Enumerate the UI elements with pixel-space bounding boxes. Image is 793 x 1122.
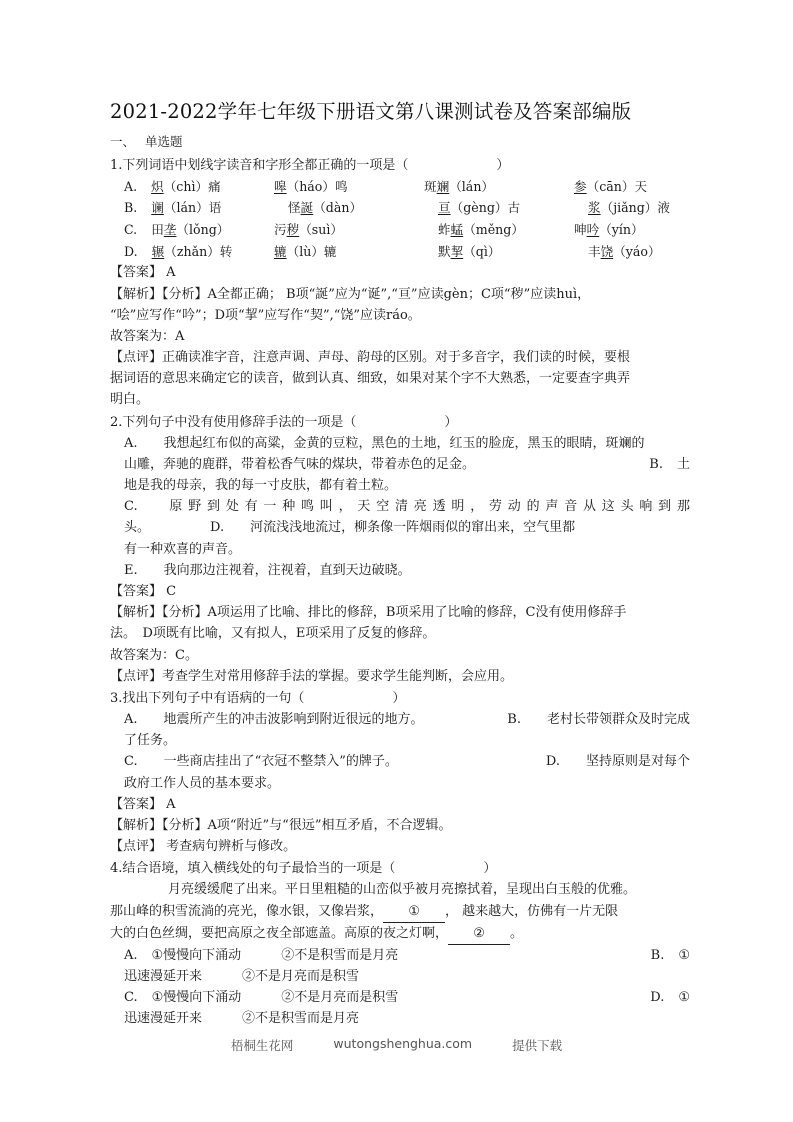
- question-3-analysis: 【解析】【分析】A项“附近”与“很远”相互矛盾，不合逻辑。: [110, 817, 452, 833]
- question-1-comment-line-1: 【点评】正确读准字音，注意声调、声母、韵母的区别。对于多音字，我们读的时候，要根: [110, 350, 631, 366]
- question-2-option-a[interactable]: [110, 433, 690, 454]
- question-4-option-row-ab: [110, 945, 690, 966]
- question-1-option-b[interactable]: [110, 197, 690, 219]
- question-4-option-row-cd: [110, 987, 690, 1008]
- question-2-analysis-line-2: 法。 D项既有比喻，又有拟人，E项采用了反复的修辞。: [110, 626, 436, 642]
- question-1-conclusion: 故答案为：A: [110, 328, 185, 344]
- question-2-option-c[interactable]: C. 原野到处有一种鸣叫，天空清亮透明，劳动的声音从这头响到那: [124, 499, 690, 515]
- option-a-text: 我想起红布似的高粱，金黄的豆粒，黑色的土地，红玉的脸庞，黑玉的眼睛，斑斓的: [163, 435, 645, 451]
- page-title: 2021-2022学年七年级下册语文第八课测试卷及答案部编版: [110, 100, 632, 123]
- question-1-comment-line-3: 明白。: [110, 392, 150, 408]
- question-4-option-b[interactable]: B. ①: [650, 947, 690, 963]
- question-1-analysis-line-1: 【解析】【分析】A全都正确； B项“誕”应为“诞”,“亘”应读gèn；C项“秽”应读huì，: [110, 286, 591, 302]
- option-label-d: D. 辗（zhǎn）转: [124, 243, 233, 259]
- question-4-option-b-cont: 迅速漫延开来 ②不是月亮而是积雪: [124, 969, 360, 985]
- question-4-option-d-cont: 迅速漫延开来 ②不是积雪而是月亮: [124, 1011, 360, 1027]
- option-c-cell-2: 污秽（suì）: [274, 222, 343, 237]
- page-footer: [0, 1036, 793, 1054]
- question-3-option-b-cont: 了任务。: [124, 733, 177, 749]
- question-2-stem: 2.下列句子中没有使用修辞手法的一项是（ ）: [110, 414, 458, 430]
- question-1-option-d[interactable]: [110, 241, 690, 263]
- footer-action: 提供下载: [512, 1038, 563, 1053]
- option-label-c: C. 田垄（lǒng）: [124, 222, 230, 237]
- question-1-option-a[interactable]: [110, 176, 690, 198]
- question-2-option-b[interactable]: B. 土: [649, 456, 690, 472]
- question-2-comment: 【点评】考查学生对常用修辞手法的掌握。要求学生能判断，会应用。: [110, 668, 514, 684]
- section-title: 单选题: [145, 134, 183, 150]
- question-1-answer: 【答案】 A: [110, 265, 176, 281]
- question-1-analysis-line-2: “哙”应写作“吟”；D项“挈”应写作“契”,“饶”应读ráo。: [110, 307, 421, 323]
- option-d-cell-3: 默挈（qì）: [438, 243, 501, 259]
- question-1-option-c[interactable]: [110, 219, 690, 241]
- option-label-a: A. 炽（chì）痛: [124, 178, 221, 194]
- section-heading: [110, 132, 690, 151]
- question-3-option-row-cd: [110, 751, 690, 772]
- option-d-cell-2: 辘（lù）辘: [274, 243, 337, 259]
- question-4-passage-line-1: 月亮缓缓爬了出来。平日里粗糙的山峦似乎被月亮擦拭着，呈现出白玉般的优雅。: [168, 882, 637, 898]
- question-3-option-a[interactable]: A. 地震所产生的冲击波影响到附近很远的地方。: [124, 711, 424, 727]
- question-2-option-d[interactable]: D. 河流浅浅地流过，柳条像一阵烟雨似的窜出来，空气里都: [210, 520, 576, 536]
- option-c-cell-4: 呻吟（yín）: [574, 222, 644, 237]
- footer-site-name: 梧桐生花网: [230, 1038, 294, 1053]
- question-2-option-e[interactable]: E. 我向那边注视着，注视着，直到天边破晓。: [124, 562, 411, 578]
- question-4-passage-line-3: 大的白色丝绸，要把高原之夜全部遮盖。高原的夜之灯啊， ② 。: [110, 923, 690, 945]
- option-a-cell-2: 嗥（háo）鸣: [274, 178, 348, 194]
- option-b-cell-3: 亘（gèng）古: [438, 200, 521, 216]
- question-1-stem: 1.下列词语中划线字读音和字形全都正确的一项是（ ）: [110, 157, 510, 173]
- question-2-option-d-cont: 有一种欢喜的声音。: [124, 541, 242, 557]
- option-a-cell-4: 参（cān）天: [574, 178, 648, 194]
- question-3-answer: 【答案】 A: [110, 796, 176, 812]
- footer-site-url[interactable]: wutongshenghua.com: [333, 1036, 473, 1051]
- question-4-option-d[interactable]: D. ①: [650, 990, 690, 1006]
- question-3-comment: 【点评】 考查病句辨析与修改。: [110, 839, 297, 855]
- question-2-option-b-cont: 地是我的母亲，我的每一寸皮肤，都有着土粒。: [124, 478, 398, 494]
- question-2-analysis-line-1: 【解析】【分析】A项运用了比喻、排比的修辞，B项采用了比喻的修辞，C没有使用修辞手: [110, 605, 627, 621]
- document-body: [110, 98, 690, 1030]
- question-4-stem: 4.结合语境，填入横线处的句子最恰当的一项是（ ）: [110, 861, 497, 877]
- question-2-answer: 【答案】 C: [110, 583, 177, 599]
- question-3-stem: 3.找出下列句子中有语病的一句（ ）: [110, 690, 406, 706]
- question-1-comment-line-2: 据词语的意思来确定它的读音，做到认真、细致，如果对某个字不大熟悉，一定要查字典弄: [110, 371, 631, 387]
- option-b-cell-2: 怪誕（dàn）: [288, 200, 363, 216]
- question-4-option-a[interactable]: A. ①慢慢向下涌动 ②不是积雪而是月亮: [124, 947, 399, 963]
- option-a-text-cont: 山雕，奔驰的鹿群，带着松香气味的煤块，带着赤色的足金。: [124, 456, 476, 472]
- option-a-cell-3: 斑斓（lán）: [424, 178, 495, 194]
- question-4-passage-line-2: 那山峰的积雪流淌的亮光，像水银，又像岩浆， ① ， 越来越大，仿佛有一片无限: [110, 901, 690, 923]
- question-3-option-b[interactable]: B. 老村长带领群众及时完成: [507, 711, 690, 727]
- question-2-option-a-cont: [110, 454, 690, 475]
- section-number: 一、: [110, 134, 136, 150]
- passage-blank-1[interactable]: ①: [383, 901, 445, 923]
- question-2-option-c-cont: 头。 D. 河流浅浅地流过，柳条像一阵烟雨似的窜出来，空气里都: [110, 517, 690, 538]
- passage-blank-2[interactable]: ②: [448, 923, 510, 945]
- option-label-b: B. 谰（lán）语: [124, 200, 222, 216]
- option-d-cell-4: 丰饶（yáo）: [588, 243, 661, 259]
- question-3-option-d-cont: 政府工作人员的基本要求。: [124, 775, 281, 791]
- option-c-cell-3: 蚱蜢（měng）: [438, 222, 524, 237]
- question-4-option-c[interactable]: C. ①慢慢向下涌动 ②不是月亮而是积雪: [124, 990, 399, 1006]
- question-3-option-c[interactable]: C. 一些商店挂出了“衣冠不整禁入”的牌子。: [124, 754, 398, 770]
- option-b-cell-4: 浆（jiǎng）液: [588, 200, 670, 216]
- question-3-option-d[interactable]: D. 坚持原则是对每个: [545, 754, 690, 770]
- question-2-conclusion: 故答案为：C。: [110, 647, 198, 663]
- option-label-a: A.: [124, 435, 138, 451]
- question-3-option-row-ab: [110, 709, 690, 730]
